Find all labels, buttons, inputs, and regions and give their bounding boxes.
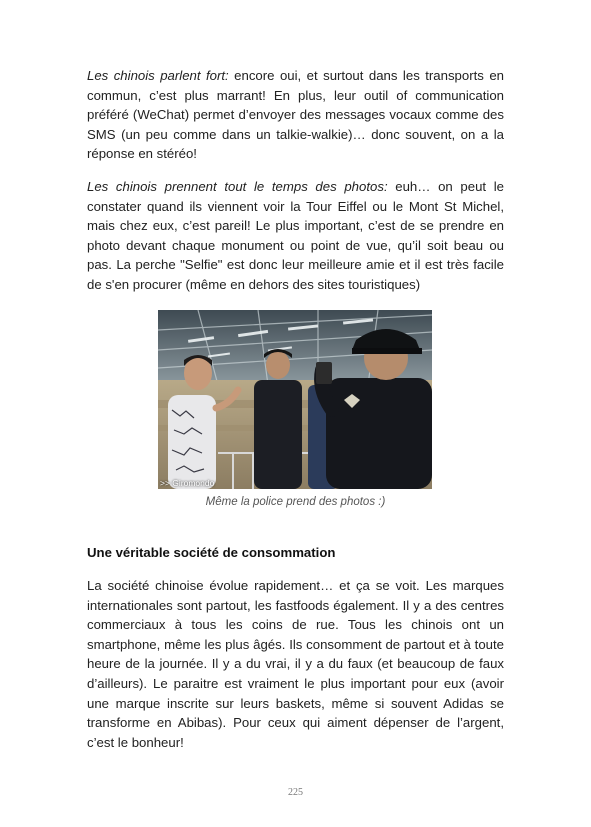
page-number: 225 (288, 787, 303, 798)
photo-caption: Même la police prend des photos :) (205, 496, 386, 508)
photo-illustration (158, 310, 432, 489)
police-photo (158, 310, 432, 489)
paragraph-lead: Les chinois parlent fort: (87, 68, 229, 83)
section-heading: Une véritable société de consommation (87, 545, 336, 560)
photo-watermark: >> Giromondo (160, 478, 215, 488)
paragraph-loud-chinese (87, 66, 504, 164)
paragraph-photos (87, 177, 504, 295)
paragraph-consumption: La société chinoise évolue rapidement… et ça se voit. Les marques internationales sont partout, les fastfoods également. Il y a des centres commerciaux à tous les coins de rue. Tous les chinois ont un smartphone, même les plus âgés. Ils consomment de partout et à toute heure de la journée. Il y a du vrai, il y a du faux (et beaucoup de faux d’ailleurs). Le paraitre est vraiment le plus important pour eux (avoir une marque inscrite sur leurs baskets, même si souvent Adidas se transforme en Abibas). Pour ceux qui aiment dépenser de l’argent, c’est le bonheur! (87, 578, 504, 750)
paragraph-body: euh… on peut le constater quand ils viennent voir la Tour Eiffel ou le Mont St Michel, mais chez eux, c’est pareil! Le plus important, c’est de se prendre en photo devant chaque monument ou point de vue, qu’il soit beau ou pas. La perche "Selfie" est donc leur meilleure amie et il est très facile de s'en procurer (même en dehors des sites touristiques) (87, 179, 504, 292)
paragraph-body: encore oui, et surtout dans les transports en commun, c’est plus marrant! En plus, leur outil of communication préféré (WeChat) permet d’envoyer des messages vocaux comme des SMS (un peu comme dans un talkie-walkie)… donc souvent, on a la réponse en stéréo! (87, 68, 504, 162)
paragraph-lead: Les chinois prennent tout le temps des photos: (87, 179, 388, 194)
